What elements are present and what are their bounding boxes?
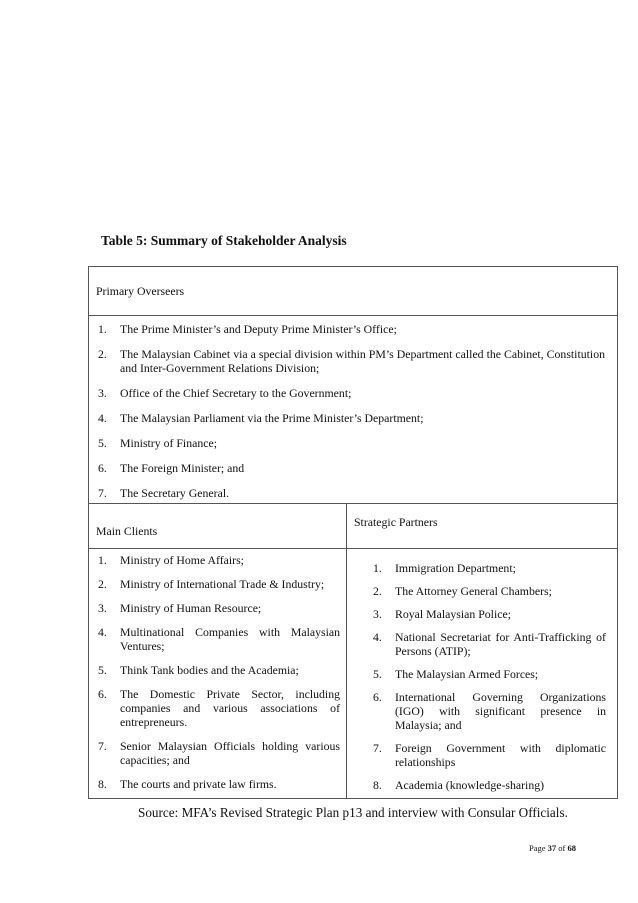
list-item	[98, 739, 340, 767]
list-item-text: International Governing Organizations (IGO) with significant presence in Malaysia; and	[395, 690, 606, 732]
list-item-number: 4.	[98, 411, 107, 425]
list-item-text: The Foreign Minister; and	[120, 461, 245, 475]
table-caption: Table 5: Summary of Stakeholder Analysis	[101, 233, 347, 248]
strategic-partners-list	[373, 561, 606, 792]
page-label: Page	[529, 843, 546, 853]
list-item-text: Senior Malaysian Officials holding various capacities; and	[120, 739, 340, 767]
list-item-text: The Prime Minister’s and Deputy Prime Minister’s Office;	[120, 322, 397, 336]
list-item	[98, 411, 605, 425]
list-item	[98, 625, 340, 653]
page-current: 37	[547, 843, 557, 853]
list-item-text: Royal Malaysian Police;	[395, 607, 511, 621]
list-item-number: 1.	[98, 322, 107, 336]
list-item	[373, 667, 606, 681]
strategic-partners-header-cell	[346, 503, 618, 549]
list-item	[373, 630, 606, 658]
list-item-text: Foreign Government with diplomatic relationships	[395, 741, 606, 769]
list-item	[98, 436, 605, 450]
strategic-partners-header: Strategic Partners	[354, 515, 438, 529]
list-item-text: Multinational Companies with Malaysian Ventures;	[120, 625, 340, 653]
list-item	[373, 584, 606, 598]
list-item-number: 6.	[98, 687, 107, 701]
primary-overseers-header-cell	[88, 266, 618, 316]
strategic-partners-list-cell	[346, 548, 618, 799]
list-item	[373, 690, 606, 732]
list-item-number: 2.	[98, 347, 107, 361]
list-item-text: The Domestic Private Sector, including companies and various associations of entrepreneurs.	[120, 687, 340, 729]
list-item-number: 1.	[98, 553, 107, 567]
list-item	[98, 553, 340, 567]
source-note: Source: MFA’s Revised Strategic Plan p13 and interview with Consular Officials.	[138, 805, 568, 820]
list-item	[98, 347, 605, 375]
list-item	[98, 461, 605, 475]
list-item-text: Academia (knowledge-sharing)	[395, 778, 545, 792]
list-item-text: Office of the Chief Secretary to the Government;	[120, 386, 352, 400]
list-item-number: 3.	[98, 601, 107, 615]
list-item-number: 7.	[373, 741, 382, 755]
list-item-text: The Malaysian Armed Forces;	[395, 667, 539, 681]
list-item-number: 5.	[98, 663, 107, 677]
page-of: of	[558, 843, 566, 853]
list-item-number: 8.	[98, 777, 107, 791]
list-item-number: 5.	[98, 436, 107, 450]
list-item-text: Ministry of Human Resource;	[120, 601, 262, 615]
list-item-text: Immigration Department;	[395, 561, 516, 575]
list-item-text: The Attorney General Chambers;	[395, 584, 552, 598]
list-item-number: 4.	[373, 630, 382, 644]
list-item-text: Think Tank bodies and the Academia;	[120, 663, 299, 677]
list-item-number: 7.	[98, 486, 107, 500]
list-item-number: 2.	[98, 577, 107, 591]
list-item	[98, 663, 340, 677]
list-item	[373, 741, 606, 769]
list-item-number: 6.	[373, 690, 382, 704]
main-clients-list-cell	[88, 548, 347, 799]
primary-overseers-list-cell	[88, 315, 618, 504]
primary-overseers-list	[98, 322, 605, 500]
primary-overseers-header: Primary Overseers	[96, 284, 185, 298]
main-clients-header-cell	[88, 503, 347, 549]
list-item-number: 5.	[373, 667, 382, 681]
list-item-text: The Secretary General.	[120, 486, 230, 500]
list-item-text: Ministry of Home Affairs;	[120, 553, 244, 567]
main-clients-header: Main Clients	[96, 524, 158, 538]
list-item-number: 4.	[98, 625, 107, 639]
list-item-text: National Secretariat for Anti-Trafficking of Persons (ATIP);	[395, 630, 606, 658]
list-item	[98, 486, 605, 500]
list-item	[373, 607, 606, 621]
list-item	[98, 777, 340, 791]
list-item	[98, 601, 340, 615]
list-item-text: The Malaysian Cabinet via a special division within PM’s Department called the Cabinet, Constitution and Inter-Government Relations Division;	[120, 347, 605, 375]
list-item-number: 2.	[373, 584, 382, 598]
main-clients-list	[98, 553, 340, 791]
list-item-text: The Malaysian Parliament via the Prime Minister’s Department;	[120, 411, 424, 425]
list-item-number: 3.	[373, 607, 382, 621]
list-item-number: 3.	[98, 386, 107, 400]
list-item	[373, 561, 606, 575]
list-item	[98, 322, 605, 336]
page-number	[529, 843, 576, 853]
list-item-text: Ministry of International Trade & Industry;	[120, 577, 325, 591]
page-total: 68	[567, 843, 576, 853]
list-item-number: 1.	[373, 561, 382, 575]
list-item-number: 8.	[373, 778, 382, 792]
list-item	[98, 577, 340, 591]
list-item-text: The courts and private law firms.	[120, 777, 277, 791]
list-item	[98, 386, 605, 400]
list-item-number: 6.	[98, 461, 107, 475]
list-item-text: Ministry of Finance;	[120, 436, 217, 450]
list-item-number: 7.	[98, 739, 107, 753]
list-item	[98, 687, 340, 729]
list-item	[373, 778, 606, 792]
